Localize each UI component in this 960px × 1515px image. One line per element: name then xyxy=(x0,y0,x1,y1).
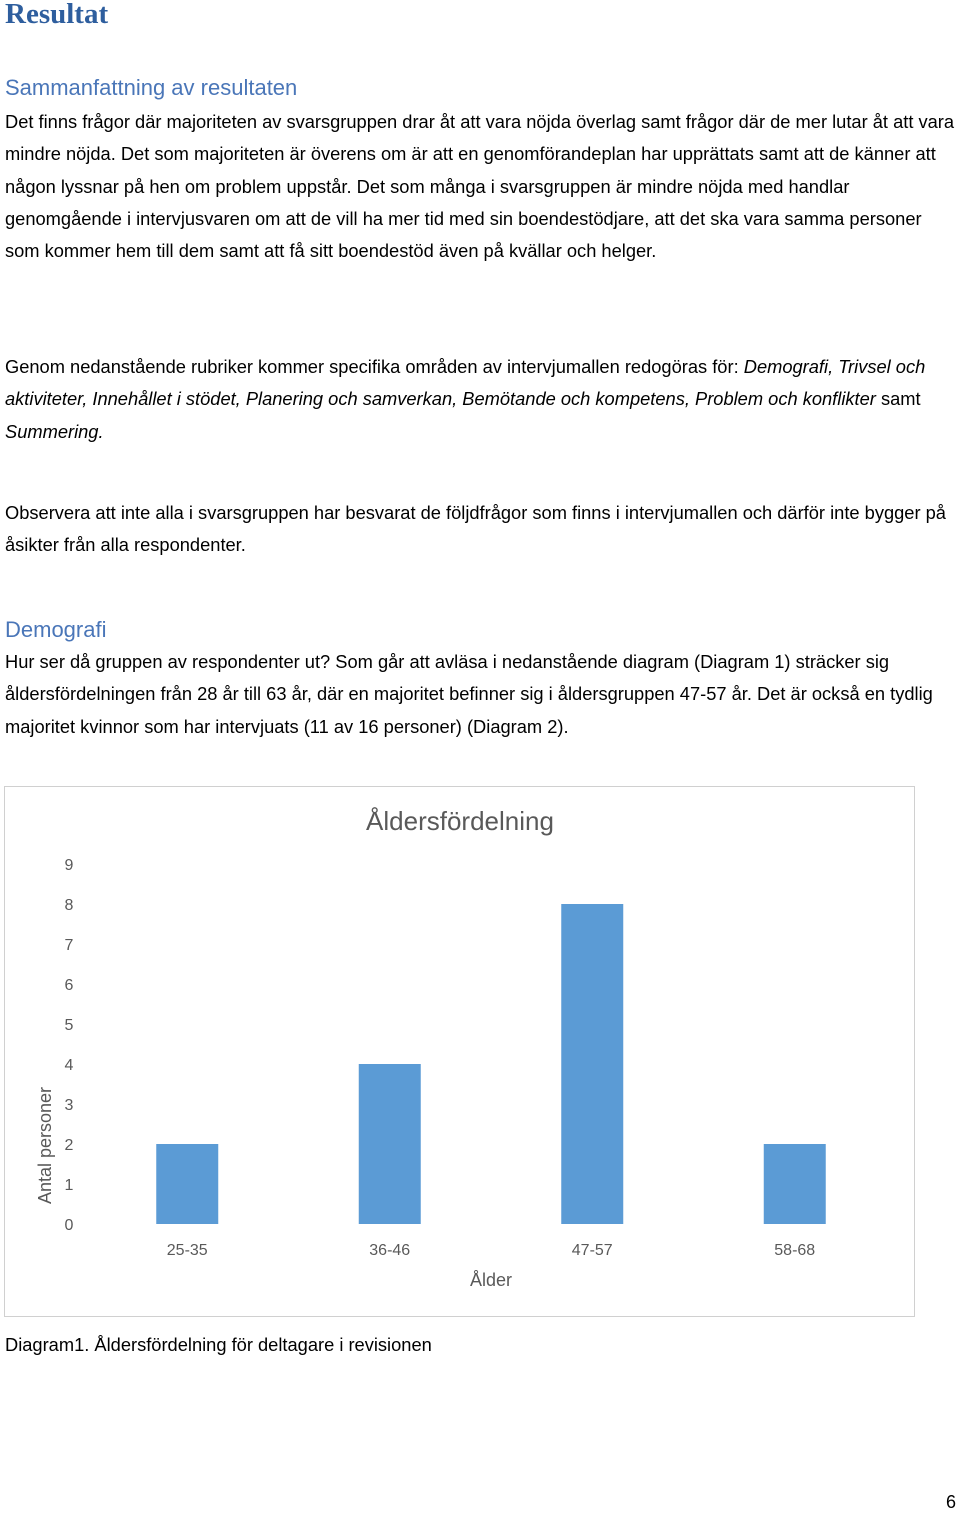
y-tick-label: 3 xyxy=(64,1097,74,1114)
y-tick-label: 9 xyxy=(64,857,74,874)
y-tick-label: 1 xyxy=(64,1177,74,1194)
chart-title: Åldersfördelning xyxy=(366,806,554,836)
page-title: Resultat xyxy=(5,0,109,30)
note-paragraph: Observera att inte alla i svarsgruppen har besvarat de följdfrågor som finns i intervjumallen och därför inte bygger på åsikter från alla respondenter. xyxy=(5,502,946,556)
x-tick-label: 58-68 xyxy=(774,1242,816,1259)
topics-list: Demografi, Trivsel och aktiviteter, Innehållet i stödet, Planering och samverkan, Bemötande och kompetens, Problem och konflikter xyxy=(5,356,926,410)
y-tick-label: 7 xyxy=(64,937,74,954)
y-axis-label: Antal personer xyxy=(35,1086,55,1205)
x-axis-label: Ålder xyxy=(469,1270,513,1290)
topics-conjunction: samt xyxy=(880,388,921,410)
topics-last: Summering. xyxy=(5,420,104,442)
demografi-paragraph: Hur ser då gruppen av respondenter ut? Som går att avläsa i nedanstående diagram (Diagram 1) sträcker sig åldersfördelningen från 28 år till 63 år, där en majoritet befinner sig i åldersgruppen 47-57 år. Det är också en tydlig majoritet kvinnor som har intervjuats (11 av 16 personer) (Diagram 2). xyxy=(5,651,933,737)
chart-canvas xyxy=(5,787,916,1318)
x-tick-label: 25-35 xyxy=(166,1242,208,1259)
demografi-heading: Demografi xyxy=(5,617,107,642)
x-tick-label: 47-57 xyxy=(571,1242,613,1259)
y-tick-label: 4 xyxy=(64,1057,74,1074)
age-distribution-chart xyxy=(4,786,915,1317)
y-tick-label: 8 xyxy=(64,897,74,914)
y-tick-label: 6 xyxy=(64,977,74,994)
y-tick-label: 2 xyxy=(64,1137,74,1154)
diagram-caption: Diagram1. Åldersfördelning för deltagare i revisionen xyxy=(5,1334,432,1355)
summary-heading: Sammanfattning av resultaten xyxy=(5,75,298,100)
topics-intro: Genom nedanstående rubriker kommer specifika områden av intervjumallen redogöras för: xyxy=(5,356,739,377)
bar-47-57 xyxy=(561,904,623,1224)
x-tick-label: 36-46 xyxy=(369,1242,411,1259)
topics-paragraph xyxy=(5,351,955,448)
page-number: 6 xyxy=(945,1492,956,1512)
bar-58-68 xyxy=(764,1144,826,1224)
y-tick-label: 0 xyxy=(64,1217,74,1234)
summary-paragraph: Det finns frågor där majoriteten av svarsgruppen drar åt att vara nöjda överlag samt frågor där de mer lutar åt att vara mindre nöjda. Det som majoriteten är överens om är att en genomförandeplan har upprättats samt att de känner att någon lyssnar på hen om problem uppstår. Det som många i svarsgruppen är mindre nöjda med handlar genomgående i intervjusvaren om att de vill ha mer tid med sin boendestödjare, att det ska vara samma personer som kommer hem till dem samt att få sitt boendestöd även på kvällar och helger. xyxy=(5,111,955,262)
bar-36-46 xyxy=(359,1064,421,1224)
bar-25-35 xyxy=(156,1144,218,1224)
y-tick-label: 5 xyxy=(64,1017,74,1034)
